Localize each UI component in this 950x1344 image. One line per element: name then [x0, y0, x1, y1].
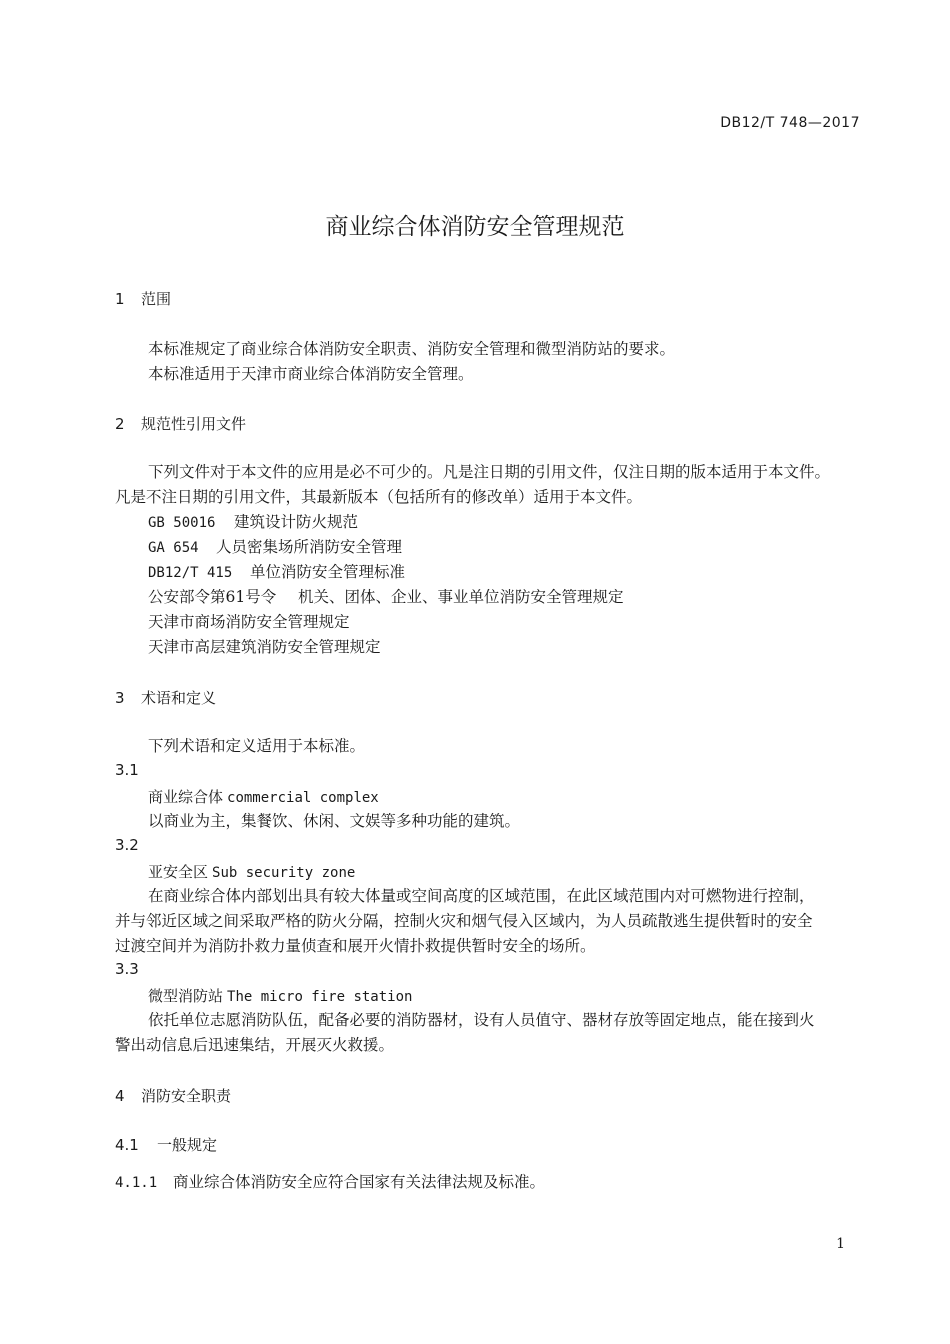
section-heading-fire-safety-duties	[115, 1085, 231, 1106]
term-definition: 以商业为主，集餐饮、休闲、文娱等多种功能的建筑。	[148, 812, 521, 830]
paragraph: 下列文件对于本文件的应用是必不可少的。凡是注日期的引用文件，仅注日期的版本适用于本文件。	[148, 463, 831, 481]
section-heading-normative-references	[115, 413, 246, 434]
section-heading-terms-definitions	[115, 687, 216, 708]
reference-code: GA 654	[148, 540, 199, 556]
reference-item	[148, 610, 350, 635]
reference-item	[148, 535, 402, 561]
paragraph: 下列术语和定义适用于本标准。	[148, 737, 366, 755]
term-zh: 微型消防站	[148, 987, 224, 1005]
reference-title: 建筑设计防火规范	[234, 513, 359, 531]
paragraph: 本标准规定了商业综合体消防安全职责、消防安全管理和微型消防站的要求。	[148, 340, 676, 358]
clause-text: 商业综合体消防安全应符合国家有关法律法规及标准。	[173, 1173, 546, 1191]
reference-item	[148, 560, 405, 586]
section-title: 消防安全职责	[141, 1087, 232, 1105]
reference-code: DB12/T 415	[148, 565, 233, 581]
term-zh: 商业综合体	[148, 788, 224, 806]
reference-title: 单位消防安全管理标准	[250, 563, 406, 581]
section-number: 2	[115, 415, 125, 433]
term-number: 3.3	[115, 960, 139, 978]
term-number: 3.2	[115, 836, 139, 854]
term-definition: 依托单位志愿消防队伍，配备必要的消防器材，设有人员值守、器材存放等固定地点，能在接到火	[148, 1011, 815, 1029]
term-en: The micro fire station	[227, 989, 413, 1005]
term-heading	[148, 985, 412, 1006]
subsection-heading-general	[115, 1134, 217, 1155]
subsection-title: 一般规定	[157, 1136, 218, 1154]
term-heading	[148, 786, 379, 807]
section-number: 1	[115, 290, 125, 308]
term-en: commercial complex	[227, 790, 379, 806]
reference-title: 机关、团体、企业、事业单位消防安全管理规定	[298, 588, 624, 606]
term-number: 3.1	[115, 761, 139, 779]
reference-code: GB 50016	[148, 515, 216, 531]
reference-item	[148, 585, 624, 610]
section-title: 规范性引用文件	[141, 415, 247, 433]
subsection-number: 4.1	[115, 1136, 139, 1154]
section-number: 4	[115, 1087, 125, 1105]
document-code: DB12/T 748—2017	[720, 115, 860, 131]
reference-item	[148, 635, 381, 660]
section-title: 范围	[141, 290, 172, 308]
reference-code: 天津市商场消防安全管理规定	[148, 613, 350, 631]
section-title: 术语和定义	[141, 689, 217, 707]
paragraph: 本标准适用于天津市商业综合体消防安全管理。	[148, 365, 474, 383]
term-definition: 警出动信息后迅速集结，开展灭火救援。	[115, 1036, 395, 1054]
reference-item	[148, 510, 358, 536]
reference-code: 天津市高层建筑消防安全管理规定	[148, 638, 381, 656]
term-definition: 在商业综合体内部划出具有较大体量或空间高度的区域范围，在此区域范围内对可燃物进行控制，	[148, 887, 815, 905]
term-zh: 亚安全区	[148, 863, 209, 881]
term-en: Sub security zone	[212, 865, 356, 881]
term-definition: 过渡空间并为消防扑救力量侦查和展开火情扑救提供暂时安全的场所。	[115, 937, 596, 955]
paragraph: 凡是不注日期的引用文件，其最新版本（包括所有的修改单）适用于本文件。	[115, 488, 643, 506]
section-number: 3	[115, 689, 125, 707]
term-heading	[148, 861, 355, 882]
reference-title: 人员密集场所消防安全管理	[216, 538, 403, 556]
section-heading-scope	[115, 288, 171, 309]
term-definition: 并与邻近区域之间采取严格的防火分隔，控制火灾和烟气侵入区域内，为人员疏散逃生提供暂时的安全	[115, 912, 813, 930]
reference-code: 公安部令第61号令	[148, 588, 277, 606]
clause-number: 4.1.1	[115, 1175, 158, 1191]
page-number: 1	[836, 1236, 845, 1252]
document-title: 商业综合体消防安全管理规范	[325, 214, 625, 240]
clause-item	[115, 1170, 545, 1192]
